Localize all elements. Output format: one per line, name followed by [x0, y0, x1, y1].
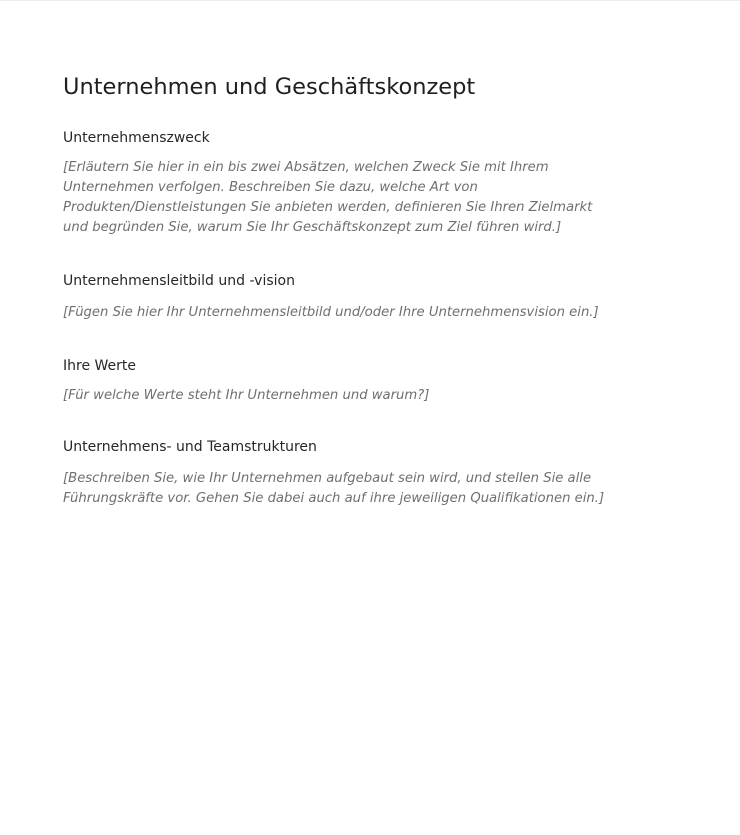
section-heading: Unternehmens- und Teamstrukturen: [63, 439, 317, 455]
body-line: Führungskräfte vor. Gehen Sie dabei auch auf ihre jeweiligen Qualifikationen ein.]: [63, 491, 605, 506]
body-line: [Erläutern Sie hier in ein bis zwei Absätzen, welchen Zweck Sie mit Ihrem: [63, 160, 549, 175]
placeholder-paragraph[interactable]: [63, 469, 623, 509]
document-title: Unternehmen und Geschäftskonzept: [63, 74, 476, 100]
body-line: Unternehmen verfolgen. Beschreiben Sie dazu, welche Art von: [63, 180, 478, 195]
section-heading: Unternehmenszweck: [63, 130, 210, 146]
section-werte: [63, 356, 623, 406]
document-content: [63, 72, 623, 509]
body-line: und begründen Sie, warum Sie Ihr Geschäftskonzept zum Ziel führen wird.]: [63, 220, 562, 235]
placeholder-paragraph[interactable]: [63, 158, 623, 238]
placeholder-paragraph[interactable]: [63, 386, 623, 406]
body-line: [Für welche Werte steht Ihr Unternehmen und warum?]: [63, 388, 430, 403]
section-leitbild-vision: [63, 271, 623, 323]
section-unternehmenszweck: [63, 128, 623, 238]
section-heading: Unternehmensleitbild und -vision: [63, 273, 295, 289]
section-teamstrukturen: [63, 437, 623, 509]
page-top-divider: [0, 0, 740, 1]
body-line: [Fügen Sie hier Ihr Unternehmensleitbild und/oder Ihre Unternehmensvision ein.]: [63, 305, 599, 320]
section-heading: Ihre Werte: [63, 358, 137, 374]
body-line: Produkten/Dienstleistungen Sie anbieten werden, definieren Sie Ihren Zielmarkt: [63, 200, 593, 215]
body-line: [Beschreiben Sie, wie Ihr Unternehmen aufgebaut sein wird, und stellen Sie alle: [63, 471, 592, 486]
placeholder-paragraph[interactable]: [63, 303, 623, 323]
